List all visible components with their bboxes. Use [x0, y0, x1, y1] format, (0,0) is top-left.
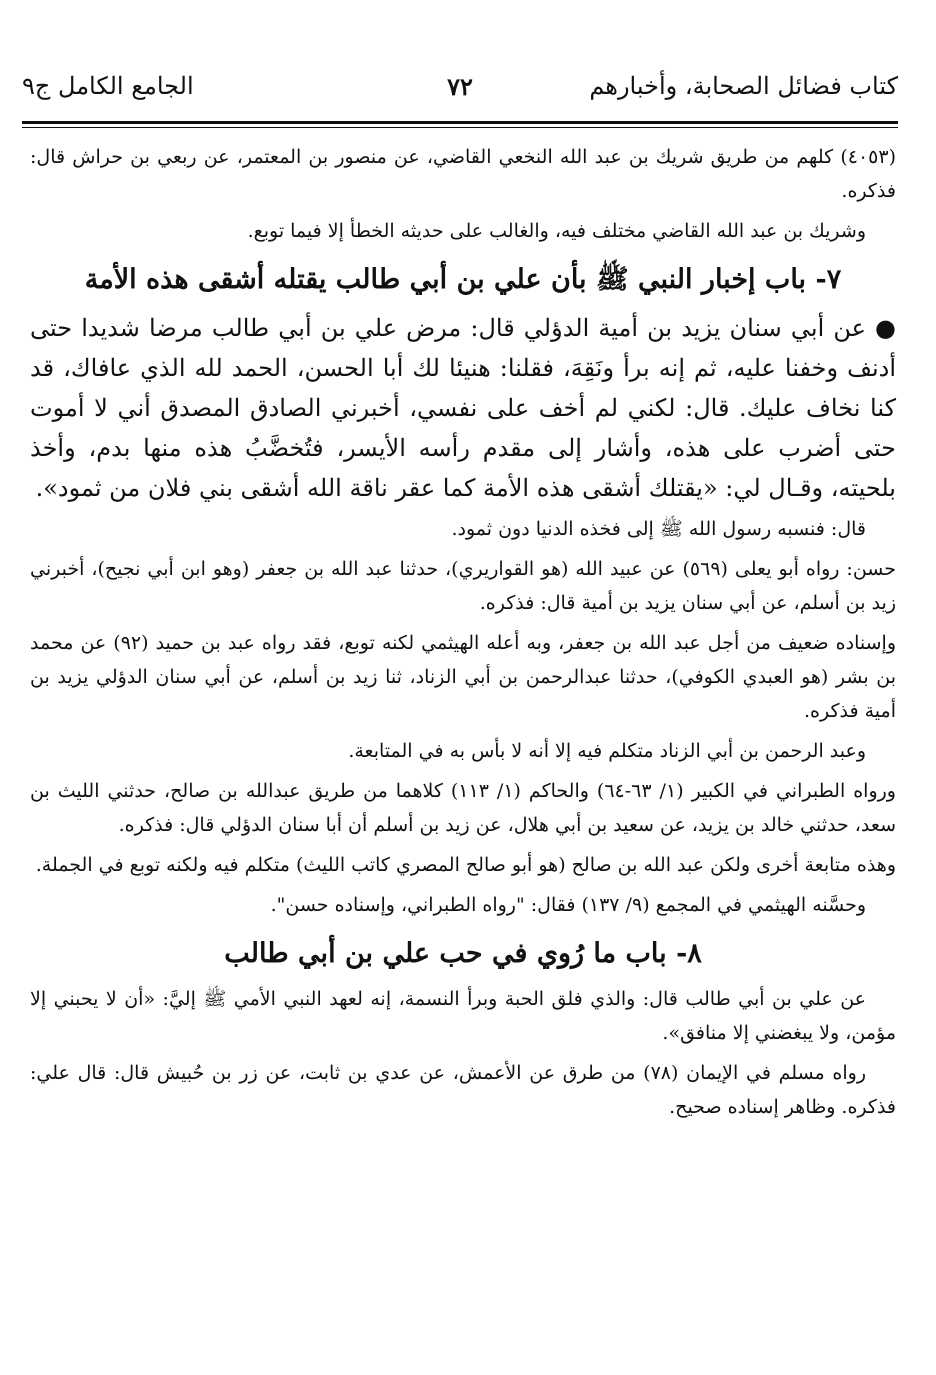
hadith-text-7: ● عن أبي سنان يزيد بن أمية الدؤلي قال: مرض علي بن أبي طالب مرضا شديدا حتى أدنف وخفنا عليه، ثم إنه برأ ونَقِهَ، فقلنا: هنيئا لك أبا الحسن، الحمد لله الذي عافاك، قد كنا نخاف عليك. قال: لكني لم أخف على نفسي، أخبرني الصادق المصدق أني لا أموت حتى أضرب على هذه، وأشار إلى مقدم رأسه الأيسر، فتُخضَّبُ هذه منها بدم، وأخذ بلحيته، وقـال لي: «يقتلك أشقى هذه الأمة كما عقر ناقة الله أشقى بني فلان من ثمود».	[30, 314, 896, 502]
header-rule-thick	[22, 121, 898, 124]
commentary-paragraph: ورواه الطبراني في الكبير (١/ ٦٣-٦٤) والحاكم (١/ ١١٣) كلاهما من طريق عبدالله بن صالح، حدثني الليث بن سعد، حدثني خالد بن يزيد، عن سعيد بن أبي هلال، عن زيد بن أسلم أن أبا سنان الدؤلي قال: فذكره.	[30, 780, 896, 836]
commentary-paragraph: حسن: رواه أبو يعلى (٥٦٩) عن عبيد الله (هو القواريري)، حدثنا عبد الله بن جعفر (وهو ابن أبي نجيح)، أخبرني زيد بن أسلم، عن أبي سنان يزيد بن أمية قال: فذكره.	[30, 558, 896, 614]
hadith-text-8: عن علي بن أبي طالب قال: والذي فلق الحبة وبرأ النسمة، إنه لعهد النبي الأمي ﷺ إليَّ: «أن لا يحبني إلا مؤمن، ولا يبغضني إلا منافق».	[30, 988, 896, 1044]
commentary-paragraph: وإسناده ضعيف من أجل عبد الله بن جعفر، وبه أعله الهيثمي لكنه توبع، فقد رواه عبد بن حميد (٩٢) عن محمد بن بشر (هو العبدي الكوفي)، حدثنا عبدالرحمن بن أبي الزناد، ثنا زيد بن أسلم، عن أبي سنان الدؤلي يزيد بن أمية فذكره.	[30, 632, 896, 722]
commentary-paragraph: وشريك بن عبد الله القاضي مختلف فيه، والغالب على حديثه الخطأ إلا فيما توبع.	[247, 220, 866, 242]
commentary-paragraph: وعبد الرحمن بن أبي الزناد متكلم فيه إلا أنه لا بأس به في المتابعة.	[348, 740, 866, 762]
page-number: ٧٢	[447, 72, 473, 101]
collection-title: الجامع الكامل ج٩	[22, 72, 194, 100]
commentary-paragraph: وهذه متابعة أخرى ولكن عبد الله بن صالح (هو أبو صالح المصري كاتب الليث) متكلم فيه ولكنه توبع في الجملة.	[35, 854, 896, 876]
commentary-paragraph: وحسَّنه الهيثمي في المجمع (٩/ ١٣٧) فقال: "رواه الطبراني، وإسناده حسن".	[270, 894, 866, 916]
page-header	[22, 72, 898, 116]
commentary-paragraph: رواه مسلم في الإيمان (٧٨) من طرق عن الأعمش، عن عدي بن ثابت، عن زر بن حُبيش قال: قال علي: فذكره. وظاهر إسناده صحيح.	[30, 1062, 896, 1118]
commentary-paragraph: قال: فنسبه رسول الله ﷺ إلى فخذه الدنيا دون ثمود.	[451, 518, 866, 540]
chapter-heading-8: ٨- باب ما رُوي في حب علي بن أبي طالب	[224, 938, 702, 969]
chapter-heading-7: ٧- باب إخبار النبي ﷺ بأن علي بن أبي طالب يقتله أشقى هذه الأمة	[84, 264, 842, 295]
page-content	[30, 140, 896, 1130]
header-rule-thin	[22, 127, 898, 128]
book-title: كتاب فضائل الصحابة، وأخبارهم	[589, 72, 898, 100]
footnote-paragraph: (٤٠٥٣) كلهم من طريق شريك بن عبد الله النخعي القاضي، عن منصور بن المعتمر، عن ربعي بن حراش قال: فذكره.	[30, 146, 896, 202]
